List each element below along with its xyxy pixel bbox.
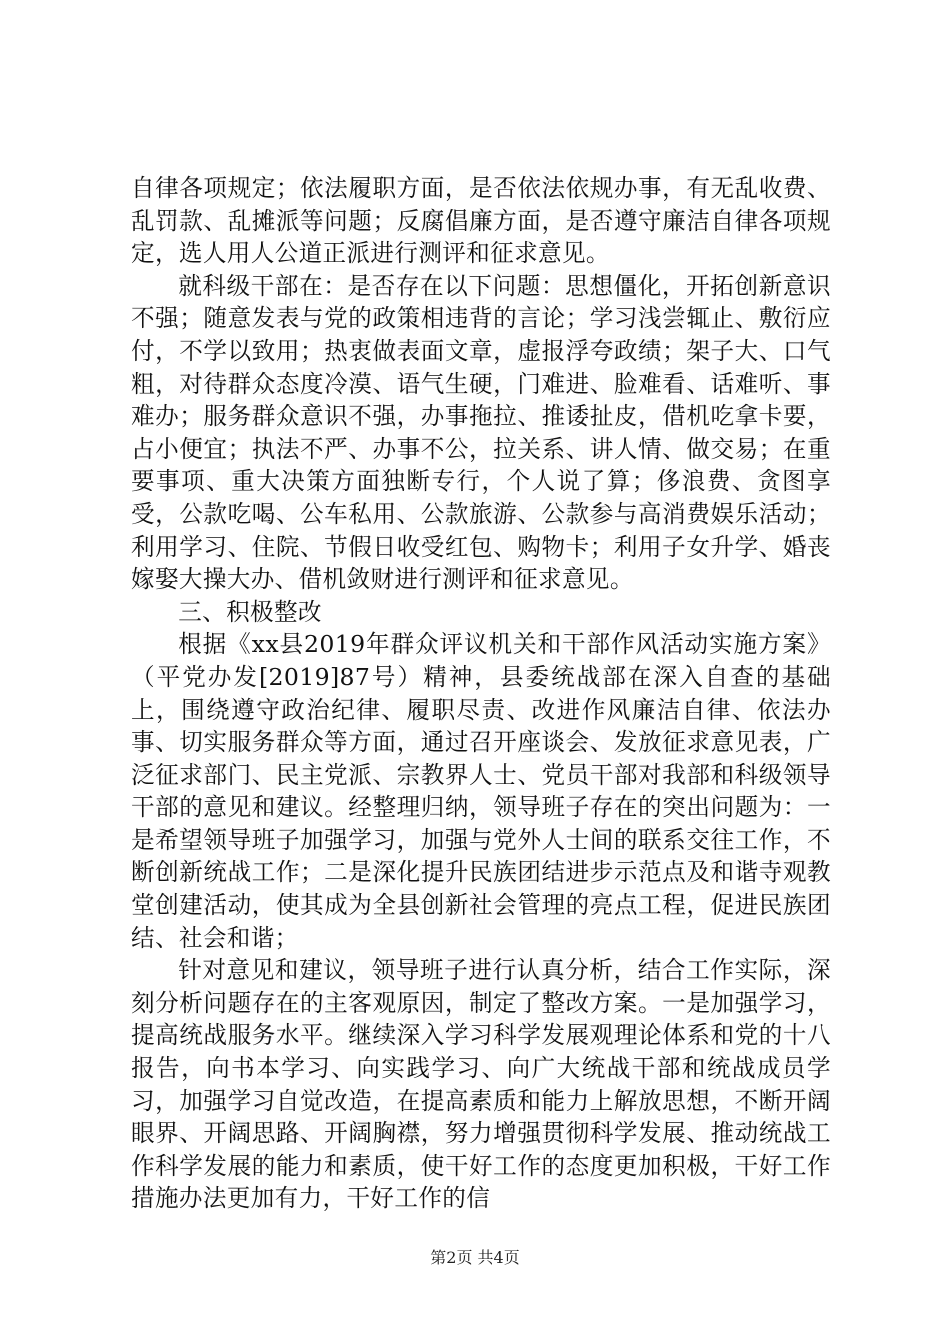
page-footer <box>0 1248 950 1268</box>
document-body <box>131 172 831 1215</box>
paragraph-assessment-criteria: 自律各项规定；依法履职方面，是否依法依规办事，有无乱收费、乱罚款、乱摊派等问题；反腐倡廉方面，是否遵守廉洁自律各项规定，选人用人公道正派进行测评和征求意见。 <box>131 174 831 268</box>
paragraph-section-cadre-issues: 就科级干部在：是否存在以下问题：思想僵化，开拓创新意识不强；随意发表与党的政策相违背的言论；学习浅尝辄止、敷衍应付，不学以致用；热衷做表面文章，虚报浮夸政绩；架子大、口气粗，对待群众态度冷漠、语气生硬，门难进、脸难看、话难听、事难办；服务群众意识不强，办事拖拉、推诿扯皮，借机吃拿卡要，占小便宜；执法不严、办事不公，拉关系、讲人情、做交易；在重要事项、重大决策方面独断专行，个人说了算；侈浪费、贪图享受，公款吃喝、公车私用、公款旅游、公款参与高消费娱乐活动；利用学习、住院、节假日收受红包、购物卡；利用子女升学、婚丧嫁娶大操大办、借机敛财进行测评和征求意见。 <box>131 271 831 594</box>
section-heading-rectification: 三、积极整改 <box>178 597 322 626</box>
paragraph-rectification-plan: 针对意见和建议，领导班子进行认真分析，结合工作实际，深刻分析问题存在的主客观原因，制定了整改方案。一是加强学习，提高统战服务水平。继续深入学习科学发展观理论体系和党的十八报告，向书本学习、向实践学习、向广大统战干部和统战成员学习，加强学习自觉改造，在提高素质和能力上解放思想，不断开阔眼界、开阔思路、开阔胸襟，努力增强贯彻科学发展、推动统战工作科学发展的能力和素质，使干好工作的态度更加积极，干好工作措施办法更加有力，干好工作的信 <box>131 956 831 1213</box>
page-number: 第2页 <box>430 1248 473 1267</box>
page-total: 共4页 <box>477 1248 520 1267</box>
paragraph-rectification-basis: 根据《xx县2019年群众评议机关和干部作风活动实施方案》（平党办发[2019]87号）精神，县委统战部在深入自查的基础上，围绕遵守政治纪律、履职尽责、改进作风廉洁自律、依法办事、切实服务群众等方面，通过召开座谈会、发放征求意见表，广泛征求部门、民主党派、宗教界人士、党员干部对我部和科级领导干部的意见和建议。经整理归纳，领导班子存在的突出问题为：一是希望领导班子加强学习，加强与党外人士间的联系交往工作，不断创新统战工作；二是深化提升民族团结进步示范点及和谐寺观教堂创建活动，使其成为全县创新社会管理的亮点工程，促进民族团结、社会和谐； <box>131 630 831 952</box>
